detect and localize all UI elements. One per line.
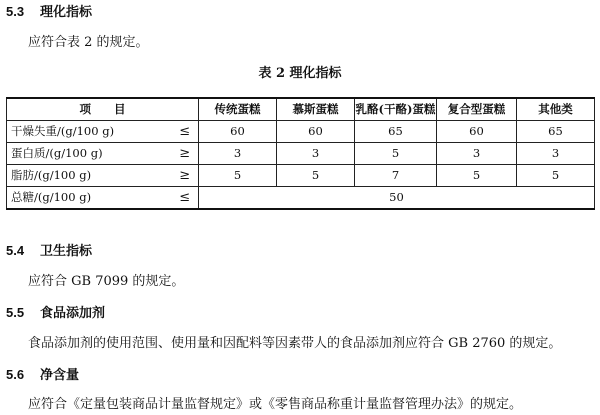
- table-cell: 3: [199, 143, 277, 165]
- table-cell: 65: [355, 121, 437, 143]
- column-header: 乳酪(干酪)蛋糕: [355, 98, 437, 121]
- table-cell: 5: [437, 165, 517, 187]
- section-5-4-heading: [6, 243, 92, 260]
- comparison-operator: ≥: [172, 143, 199, 165]
- section-title: 食品添加剂: [40, 306, 106, 321]
- table-cell: 7: [355, 165, 437, 187]
- table-cell: 5: [517, 165, 595, 187]
- table-cell: 60: [437, 121, 517, 143]
- physicochemical-table: [6, 97, 595, 210]
- section-5-6-heading: [6, 367, 79, 384]
- table-row: [7, 165, 595, 187]
- comparison-operator: ≤: [172, 121, 199, 143]
- row-item-label: 干燥失重/(g/100 g): [7, 121, 172, 143]
- table-cell: 3: [437, 143, 517, 165]
- section-number: 5.4: [6, 243, 25, 258]
- table-cell: 3: [517, 143, 595, 165]
- table-cell: 65: [517, 121, 595, 143]
- section-number: 5.5: [6, 305, 25, 320]
- section-5-6-text: 应符合《定量包装商品计量监督规定》或《零售商品称重计量监督管理办法》的规定。: [28, 397, 523, 412]
- table-cell: 5: [355, 143, 437, 165]
- section-5-4-text: 应符合 GB 7099 的规定。: [28, 274, 185, 289]
- table-cell: 3: [277, 143, 355, 165]
- comparison-operator: ≥: [172, 165, 199, 187]
- table-cell: 5: [277, 165, 355, 187]
- table-row: [7, 143, 595, 165]
- section-title: 理化指标: [40, 5, 93, 20]
- section-5-5-heading: [6, 305, 105, 322]
- column-header: 慕斯蛋糕: [277, 98, 355, 121]
- table-cell: 60: [277, 121, 355, 143]
- section-number: 5.6: [6, 367, 25, 382]
- section-5-3-text: 应符合表 2 的规定。: [28, 35, 149, 50]
- item-header: 项 目: [7, 98, 199, 121]
- column-header: 复合型蛋糕: [437, 98, 517, 121]
- comparison-operator: ≤: [172, 187, 199, 210]
- row-item-label: 脂肪/(g/100 g): [7, 165, 172, 187]
- table-cell: 5: [199, 165, 277, 187]
- section-title: 净含量: [40, 368, 80, 383]
- table-cell: 60: [199, 121, 277, 143]
- merged-table-cell: 50: [199, 187, 595, 210]
- row-item-label: 蛋白质/(g/100 g): [7, 143, 172, 165]
- table-row: [7, 187, 595, 210]
- table-row: [7, 121, 595, 143]
- section-5-3-heading: [6, 4, 92, 21]
- section-5-5-text: 食品添加剂的使用范围、使用量和因配料等因素带人的食品添加剂应符合 GB 2760 的规定。: [28, 336, 562, 351]
- table-caption: 表 2 理化指标: [258, 66, 342, 81]
- section-title: 卫生指标: [40, 244, 93, 259]
- row-item-label: 总糖/(g/100 g): [7, 187, 172, 210]
- column-header: 其他类: [517, 98, 595, 121]
- table-header-row: [7, 98, 595, 121]
- section-number: 5.3: [6, 4, 25, 19]
- column-header: 传统蛋糕: [199, 98, 277, 121]
